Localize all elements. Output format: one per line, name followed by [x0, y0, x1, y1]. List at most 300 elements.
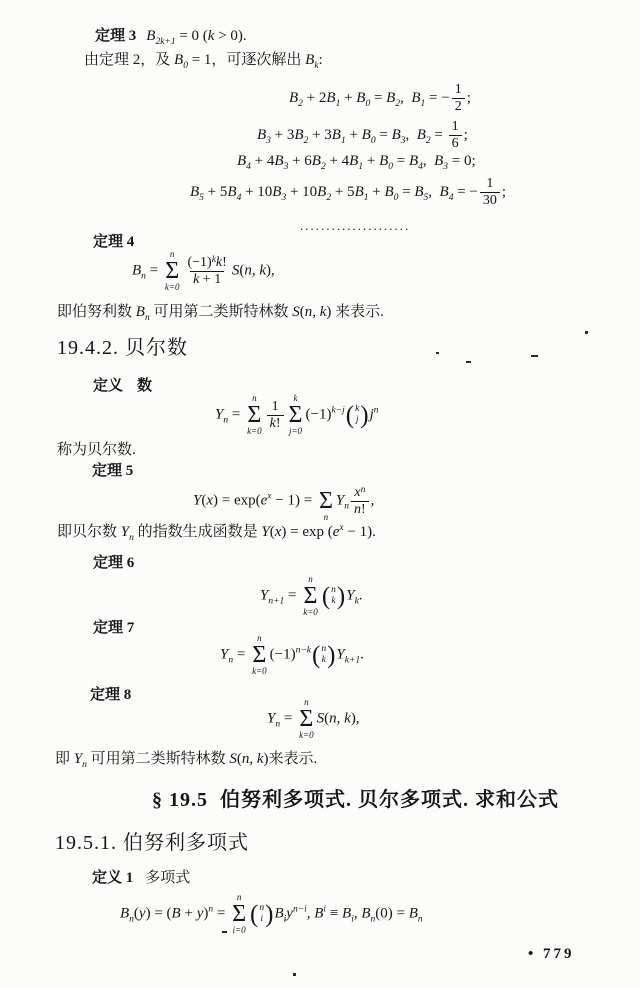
math-var: B — [361, 905, 371, 922]
math-var: B — [289, 90, 299, 107]
eq-theorem-7 — [220, 634, 364, 677]
text-run: ) — [203, 905, 209, 922]
math-fraction — [449, 119, 462, 152]
math-subscript: 2 — [298, 99, 303, 110]
fraction-numerator — [483, 176, 496, 192]
right-paren-icon: ) — [327, 641, 336, 669]
math-var: B — [379, 153, 389, 169]
math-subscript: 2 — [395, 99, 401, 110]
math-var: y — [196, 905, 204, 922]
math-var: B — [146, 28, 156, 44]
math-var: B — [135, 304, 145, 320]
text-run: + 6 — [288, 153, 312, 169]
text-run: = — [233, 646, 250, 663]
math-superscript: i — [323, 904, 327, 915]
binomial-coefficient — [250, 902, 273, 927]
math-subscript: 0 — [393, 193, 399, 204]
math-var: B — [274, 905, 284, 922]
math-var: Y — [336, 646, 345, 663]
scan-speck — [222, 931, 227, 933]
text-run: 即伯努利数 — [57, 304, 136, 320]
text-run: − 1). — [343, 524, 376, 540]
bold-text-run: § 19.5 — [152, 789, 208, 811]
text-run: ) = exp ( — [281, 524, 333, 540]
sum-upper-limit: n — [169, 249, 175, 259]
text-run: ..................... — [300, 218, 411, 233]
math-var: k — [207, 28, 215, 44]
text-run: + — [363, 153, 380, 169]
math-subscript: 0 — [370, 136, 376, 147]
text-run: . — [360, 646, 364, 663]
text-run: : — [318, 52, 323, 68]
text-run: , — [422, 153, 435, 169]
math-var: S — [316, 710, 325, 727]
right-paren-icon: ) — [265, 900, 274, 928]
text-run: , — [249, 751, 257, 767]
binomial-stack — [320, 644, 327, 666]
text-run: + 5 — [331, 184, 355, 201]
eq-theorem-5 — [193, 480, 374, 523]
bold-text-run: 定理 3 — [95, 28, 137, 44]
math-var: B — [237, 153, 247, 169]
math-var: B — [132, 262, 142, 279]
text-run: ; — [466, 90, 471, 107]
math-var: B — [274, 153, 284, 169]
text-run: 19.4.2. 贝尔数 — [57, 337, 188, 359]
text-run: (−1) — [187, 254, 212, 270]
math-var: k — [215, 254, 223, 270]
scan-speck — [293, 973, 296, 976]
text-run: ; — [501, 184, 507, 201]
scan-speck — [531, 355, 538, 357]
text-run: + — [180, 905, 197, 922]
text-run: 30 — [482, 193, 497, 209]
text-run: , — [251, 262, 260, 279]
math-subscript: 2 — [320, 162, 326, 172]
math-var: B — [354, 184, 364, 201]
text-run: + — [368, 184, 385, 201]
math-var: y — [138, 905, 146, 922]
text-run: , — [306, 905, 315, 922]
definition-1-label — [92, 869, 190, 888]
binomial-top: n — [331, 585, 336, 596]
para-called-bell — [57, 441, 136, 460]
text-run: + — [345, 127, 362, 144]
scan-speck — [466, 361, 471, 363]
text-run: ( — [269, 524, 275, 540]
eq-bernoulli-2 — [257, 119, 468, 152]
text-run: = — [430, 127, 447, 144]
binomial-bottom: k — [331, 596, 336, 607]
text-run: ), — [350, 710, 360, 727]
text-run: ( — [324, 710, 330, 727]
sigma-icon: Σ — [288, 401, 303, 428]
text-run: 1 — [451, 119, 459, 134]
math-subscript: n — [417, 914, 423, 925]
sigma-icon: Σ — [299, 705, 314, 732]
text-run: 2 — [454, 99, 462, 115]
math-var: B — [408, 905, 418, 922]
text-run: = — [398, 184, 415, 201]
sigma-icon: Σ — [165, 257, 180, 284]
sigma-icon: Σ — [232, 900, 247, 927]
fraction-numerator — [452, 82, 465, 98]
math-var: Y — [215, 406, 224, 423]
summation — [299, 698, 314, 741]
binomial-stack — [258, 903, 265, 925]
math-var: x — [354, 484, 361, 500]
math-subscript: n — [129, 533, 134, 543]
para-egf — [57, 523, 376, 545]
fraction-numerator — [351, 485, 368, 501]
sigma-icon: Σ — [252, 641, 267, 668]
para-bell-stirling — [55, 750, 317, 772]
fraction-denominator — [190, 271, 224, 288]
text-run: ) = exp( — [213, 492, 261, 509]
bold-text-run: 伯努利多项式. 贝尔多项式. 求和公式 — [220, 789, 559, 811]
math-var: e — [260, 492, 268, 509]
math-var: x — [206, 492, 214, 509]
text-run: = − — [425, 90, 450, 107]
math-subscript: 1 — [363, 193, 369, 204]
math-var: B — [356, 90, 366, 107]
math-var: Y — [261, 524, 270, 540]
text-run: ! — [222, 254, 227, 270]
sigma-icon: Σ — [318, 487, 333, 514]
text-run: = − — [453, 184, 478, 201]
left-paren-icon: ( — [311, 641, 321, 669]
text-run: 称为贝尔数. — [57, 442, 136, 458]
math-fraction — [452, 82, 465, 115]
text-run: = — [228, 406, 245, 423]
math-var: B — [342, 905, 352, 922]
math-subscript: n — [129, 914, 134, 925]
right-paren-icon: ) — [336, 582, 346, 610]
math-var: Y — [260, 587, 269, 604]
math-subscript: n — [223, 415, 229, 426]
math-fraction — [480, 176, 500, 209]
eq-theorem-4 — [132, 250, 275, 293]
math-subscript: 3 — [281, 193, 287, 204]
math-var: B — [294, 127, 304, 144]
definition-label — [93, 377, 152, 396]
page-number: • 779 — [528, 946, 575, 962]
math-var: B — [311, 153, 321, 169]
text-run: 即贝尔数 — [57, 524, 121, 540]
fraction-numerator — [184, 255, 229, 271]
math-subscript: n — [228, 655, 234, 666]
para-bernoulli-stirling — [57, 303, 384, 325]
bold-text-run: 定理 8 — [90, 687, 132, 703]
math-var: k — [319, 304, 327, 320]
math-subscript: i — [283, 914, 287, 925]
text-run: , — [336, 710, 345, 727]
math-subscript: n — [370, 914, 376, 925]
bold-text-run: 定理 6 — [93, 555, 135, 571]
math-var: n — [244, 262, 252, 279]
math-var: n — [304, 304, 313, 320]
bold-text-run: 数 — [137, 378, 153, 394]
text-run: (−1) — [305, 406, 332, 423]
math-var: Y — [193, 492, 202, 509]
sigma-icon: Σ — [247, 401, 262, 428]
binomial-coefficient — [312, 643, 335, 668]
math-var: k — [193, 271, 200, 287]
math-var: B — [120, 905, 130, 922]
math-subscript: 4 — [236, 193, 242, 204]
math-subscript: k — [354, 596, 359, 607]
section-19-5-heading — [152, 788, 559, 813]
bold-text-run: 定义 1 — [92, 870, 134, 886]
text-run: + 3 — [270, 127, 295, 144]
math-subscript: 4 — [418, 162, 423, 172]
math-subscript: 2 — [326, 193, 332, 204]
text-run: + 1 — [199, 271, 222, 287]
text-run: ( — [236, 751, 242, 767]
sum-upper-limit: n — [308, 574, 313, 584]
math-subscript: 2 — [303, 136, 309, 147]
math-subscript: 3 — [443, 162, 449, 172]
intro-line — [84, 51, 323, 73]
text-run: = — [145, 262, 162, 279]
math-var: n — [354, 501, 361, 517]
math-var: B — [317, 184, 327, 201]
text-run: = — [280, 710, 297, 727]
math-superscript: n−k — [295, 645, 311, 656]
math-var: x — [274, 524, 282, 540]
math-var: B — [227, 184, 237, 201]
right-paren-icon: ) — [360, 401, 369, 429]
math-var: B — [439, 184, 449, 201]
summation — [165, 250, 180, 293]
sum-lower-limit: n — [323, 511, 329, 522]
math-superscript: x — [267, 491, 272, 502]
eq-bernoulli-4 — [190, 176, 506, 209]
left-paren-icon: ( — [321, 582, 331, 610]
summation — [247, 394, 262, 437]
math-subscript: 5 — [423, 193, 429, 204]
sigma-icon: Σ — [303, 582, 318, 609]
math-subscript: 1 — [420, 99, 426, 110]
text-run: = — [392, 153, 409, 169]
math-var: B — [416, 127, 426, 144]
math-var: Y — [335, 492, 345, 509]
math-var: B — [384, 184, 394, 201]
math-var: Y — [120, 524, 130, 540]
theorem-7-label — [93, 619, 134, 638]
text-run: 1 — [454, 82, 462, 97]
eq-theorem-6 — [260, 575, 363, 618]
text-run: ( — [133, 905, 139, 922]
math-var: Y — [346, 587, 355, 604]
text-run: = — [375, 127, 392, 144]
math-var: B — [171, 905, 181, 922]
summation — [252, 634, 267, 677]
sum-lower-limit: j=0 — [288, 425, 303, 436]
text-run: ! — [361, 501, 366, 517]
math-subscript: 0 — [183, 61, 188, 71]
theorem-6-label — [93, 554, 134, 573]
text-run: ≡ — [326, 905, 343, 922]
math-subscript: 0 — [388, 162, 393, 172]
math-superscript: x — [339, 523, 344, 533]
theorem-4-label — [93, 233, 134, 252]
text-run: , — [312, 304, 320, 320]
text-run: ) 来表示. — [326, 304, 384, 320]
math-fraction — [184, 255, 229, 288]
text-run: = — [370, 90, 387, 107]
math-subscript: n+1 — [268, 596, 285, 607]
theorem-5-label — [92, 462, 133, 481]
math-var: B — [408, 153, 419, 169]
text-run: 多项式 — [145, 870, 191, 886]
math-var: B — [326, 90, 336, 107]
math-var: B — [361, 127, 371, 144]
text-run: 可用第二类斯特林数 — [149, 304, 293, 320]
scan-speck — [585, 331, 588, 334]
binomial-bottom: i — [260, 914, 264, 925]
math-subscript: 1 — [335, 99, 341, 110]
binomial-top: n — [259, 903, 265, 914]
binomial-top: k — [355, 404, 360, 415]
math-var: n — [329, 710, 337, 727]
math-var: B — [257, 127, 267, 144]
scan-speck — [436, 352, 439, 354]
math-var: B — [414, 184, 424, 201]
text-run: = 1，可逐次解出 — [187, 52, 306, 68]
math-subscript: k+1 — [344, 655, 361, 666]
text-run: ( — [201, 492, 207, 509]
text-run: + — [340, 90, 357, 107]
math-subscript: 4 — [448, 193, 454, 204]
sum-lower-limit: k=0 — [252, 665, 267, 676]
text-run: + 4 — [325, 153, 350, 169]
math-subscript: 3 — [400, 136, 406, 147]
math-var: B — [411, 90, 421, 107]
summation — [232, 893, 246, 936]
text-run: + 3 — [308, 127, 332, 144]
text-run: 即 — [55, 751, 74, 767]
math-subscript: 4 — [246, 162, 251, 172]
math-var: B — [190, 184, 200, 201]
math-subscript: 0 — [365, 99, 371, 110]
math-superscript: k−j — [331, 405, 345, 416]
theorem-8-label — [90, 686, 131, 705]
binomial-bottom: j — [355, 415, 359, 426]
sum-lower-limit: k=0 — [247, 425, 262, 436]
math-fraction — [267, 399, 284, 432]
sum-upper-limit: n — [236, 892, 242, 902]
text-run: 19.5.1. 伯努利多项式 — [55, 832, 249, 854]
text-run: , — [400, 90, 412, 107]
text-run: ) = ( — [145, 905, 172, 922]
sum-upper-limit: n — [257, 633, 262, 643]
sum-upper-limit: n — [304, 697, 309, 707]
math-subscript: 3 — [283, 162, 289, 172]
math-superscript: n−i — [292, 904, 307, 915]
math-subscript: i — [351, 914, 354, 925]
text-run: + 10 — [241, 184, 273, 201]
bold-text-run: 定理 4 — [93, 234, 135, 250]
section-19-5-1-heading — [55, 831, 249, 856]
math-var: B — [386, 90, 396, 107]
sum-lower-limit: k=0 — [303, 606, 318, 617]
text-run: ), — [265, 262, 275, 279]
binomial-bottom: k — [321, 655, 326, 666]
math-superscript: n — [208, 904, 214, 915]
text-run: , — [370, 492, 375, 509]
text-run: = — [284, 587, 301, 604]
bold-text-run: 定理 7 — [93, 620, 135, 636]
math-subscript: n — [275, 719, 281, 730]
math-var: S — [231, 262, 240, 279]
binomial-coefficient — [346, 403, 369, 428]
fraction-denominator — [452, 98, 465, 115]
math-var: B — [331, 127, 341, 144]
math-superscript: n — [360, 484, 366, 495]
math-var: S — [292, 304, 300, 320]
math-var: e — [332, 524, 340, 540]
text-run: > 0). — [214, 28, 247, 44]
text-run: 6 — [451, 136, 459, 152]
text-run: 1 — [271, 398, 279, 414]
math-var: Y — [73, 751, 83, 767]
summation — [303, 575, 318, 618]
summation — [289, 394, 303, 437]
text-run: = — [213, 905, 230, 922]
summation — [319, 480, 333, 523]
text-run: (−1) — [269, 646, 296, 663]
sum-lower-limit: k=0 — [299, 729, 314, 740]
math-var: n — [241, 751, 250, 767]
text-run: )来表示. — [263, 751, 318, 767]
fraction-denominator — [351, 501, 369, 518]
math-var: k — [256, 751, 264, 767]
math-subscript: 2k+1 — [155, 37, 176, 47]
text-run: − 1) = — [271, 492, 316, 509]
text-run: + 4 — [250, 153, 275, 169]
sum-lower-limit: k=0 — [164, 281, 180, 292]
math-subscript: 3 — [266, 136, 271, 147]
math-var: S — [229, 751, 237, 767]
math-var: k — [344, 710, 351, 727]
text-run: , — [405, 127, 417, 144]
sum-upper-limit: k — [293, 393, 298, 403]
math-fraction — [351, 485, 369, 518]
text-run: ! — [275, 415, 281, 431]
text-run: 可用第二类斯特林数 — [86, 751, 230, 767]
math-subscript: 1 — [340, 136, 346, 147]
binomial-coefficient — [322, 584, 345, 609]
math-subscript: 2 — [425, 136, 431, 147]
math-var: B — [305, 52, 315, 68]
math-subscript: 5 — [199, 193, 204, 204]
text-run: 由定理 2，及 — [84, 52, 175, 68]
text-run: ( — [239, 262, 245, 279]
math-var: B — [349, 153, 359, 169]
math-subscript: n — [144, 313, 150, 323]
sum-upper-limit: n — [252, 393, 257, 403]
text-run: 1 — [486, 176, 494, 191]
eq-bernoulli-1 — [289, 82, 471, 115]
math-subscript: n — [82, 760, 87, 770]
fraction-numerator — [449, 119, 462, 135]
text-run: , — [428, 184, 440, 201]
math-var: B — [434, 153, 444, 169]
dots-row — [300, 218, 410, 234]
fraction-denominator — [267, 415, 284, 432]
section-19-4-2-heading — [57, 336, 188, 361]
